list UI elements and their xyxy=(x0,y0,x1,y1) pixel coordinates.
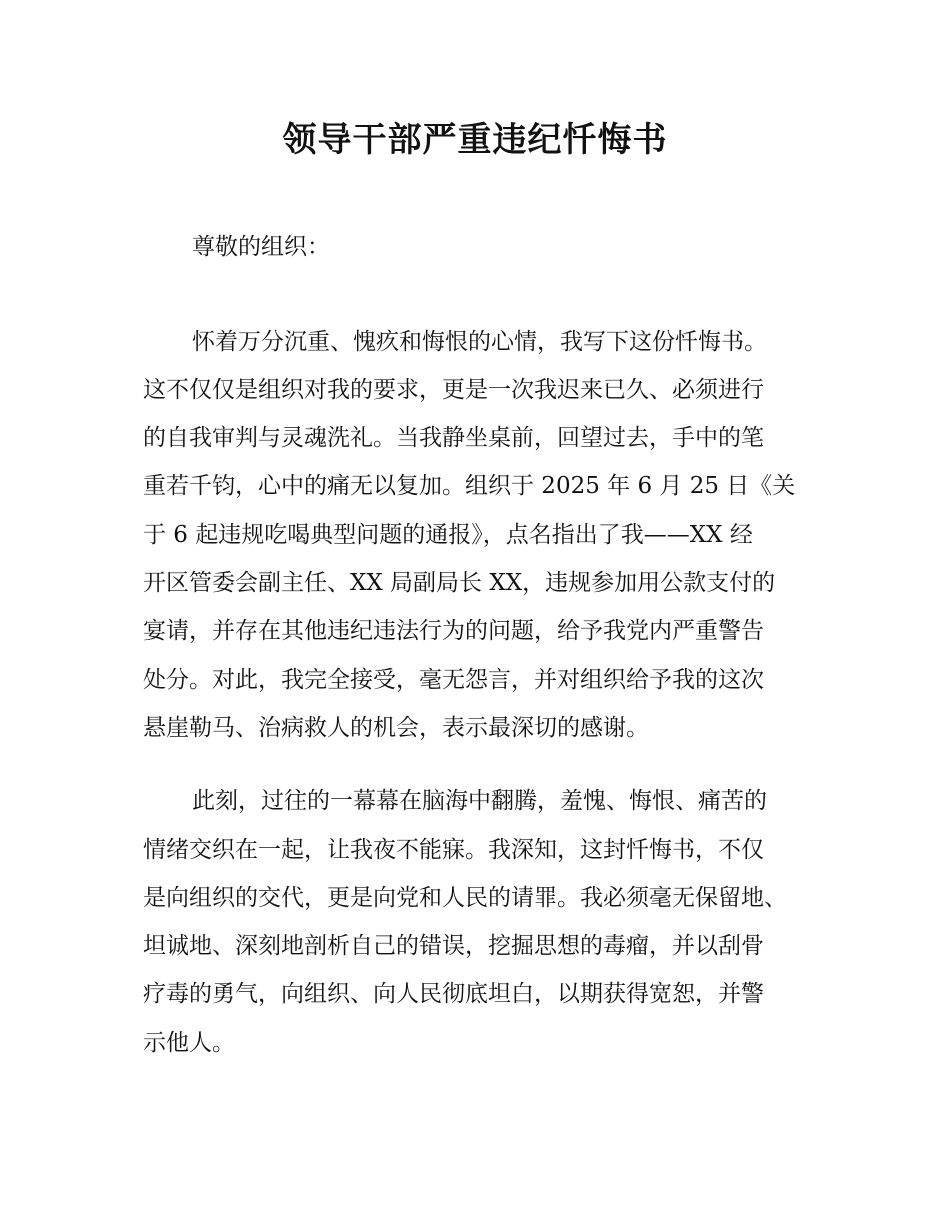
paragraph-1-line-5: 于 6 起违规吃喝典型问题的通报》，点名指出了我——XX 经 xyxy=(143,522,753,548)
paragraph-2-line-5: 疗毒的勇气，向组织、向人民彻底坦白，以期获得宽恕，并警 xyxy=(143,981,764,1007)
paragraph-1-line-3: 的自我审判与灵魂洗礼。当我静坐桌前，回望过去，手中的笔 xyxy=(143,425,764,451)
paragraph-1-line-8: 处分。对此，我完全接受，毫无怨言，并对组织给予我的这次 xyxy=(143,667,764,693)
paragraph-1-line-9: 悬崖勒马、治病救人的机会，表示最深切的感谢。 xyxy=(143,715,649,741)
paragraph-2-line-6: 示他人。 xyxy=(143,1030,235,1056)
salutation: 尊敬的组织： xyxy=(192,234,330,260)
paragraph-2-line-3: 是向组织的交代，更是向党和人民的请罪。我必须毫无保留地、 xyxy=(143,885,787,911)
paragraph-2-line-4: 坦诚地、深刻地剖析自己的错误，挖掘思想的毒瘤，并以刮骨 xyxy=(143,933,764,959)
paragraph-2-line-2: 情绪交织在一起，让我夜不能寐。我深知，这封忏悔书，不仅 xyxy=(143,837,764,863)
paragraph-1-line-1: 怀着万分沉重、愧疚和悔恨的心情，我写下这份忏悔书。 xyxy=(192,329,767,355)
paragraph-1-line-7: 宴请，并存在其他违纪违法行为的问题，给予我党内严重警告 xyxy=(143,618,764,644)
document-title: 领导干部严重违纪忏悔书 xyxy=(282,120,668,160)
paragraph-2-line-1: 此刻，过往的一幕幕在脑海中翻腾，羞愧、悔恨、痛苦的 xyxy=(192,788,767,814)
paragraph-1-line-4: 重若千钧，心中的痛无以复加。组织于 2025 年 6 月 25 日《关 xyxy=(143,473,796,499)
paragraph-1-line-6: 开区管委会副主任、XX 局副局长 XX，违规参加用公款支付的 xyxy=(143,570,776,596)
paragraph-1-line-2: 这不仅仅是组织对我的要求，更是一次我迟来已久、必须进行 xyxy=(143,377,764,403)
